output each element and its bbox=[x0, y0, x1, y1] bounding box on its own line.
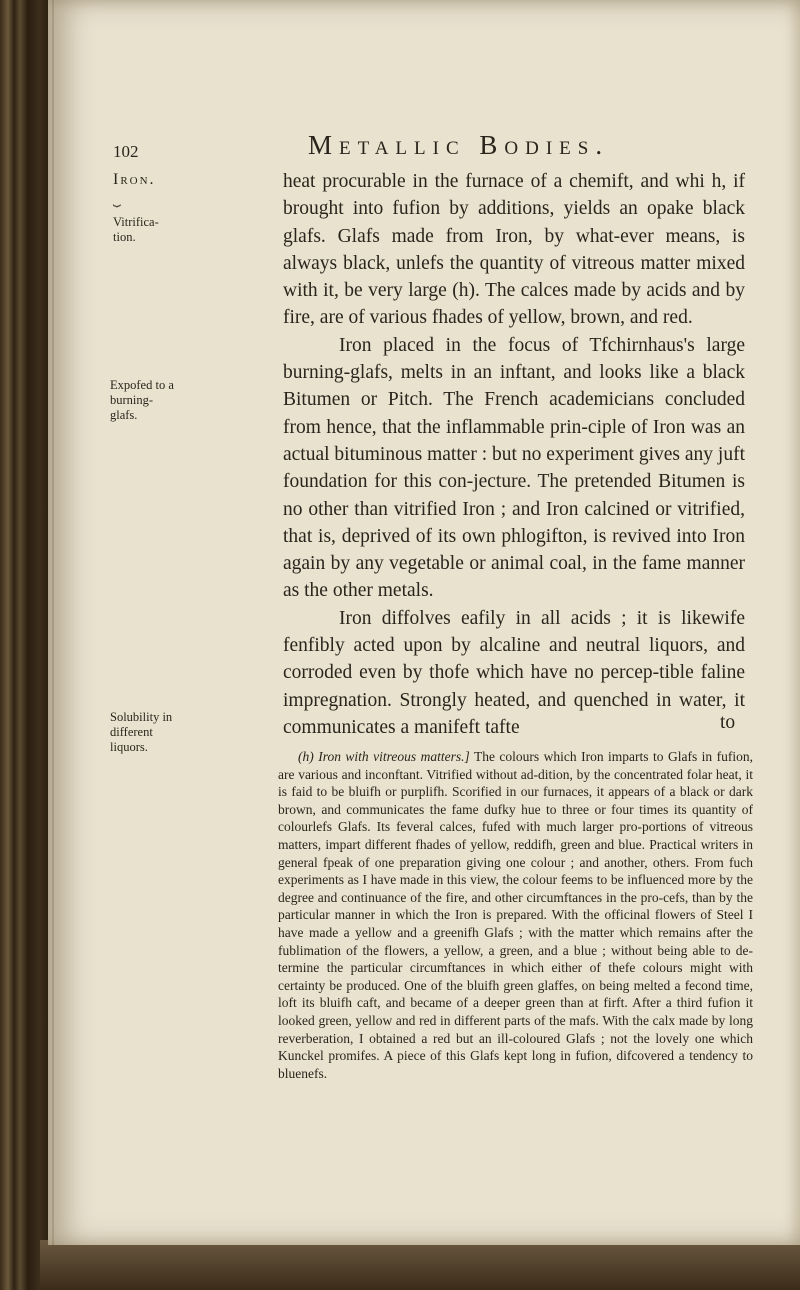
paragraph-vitrification: heat procurable in the furnace of a chemift, and whi h, if brought into fufion by additions, yields an opake black glafs. Glafs made from Iron, by what-ever means, is always black, unlefs the quantity of vitreous matter mixed with it, be very large (h). The calces made by acids and by fire, are of various fhades of yellow, brown, and red. bbox=[283, 171, 745, 329]
book-edge bbox=[40, 1240, 800, 1290]
side-note-brace: ⏟ bbox=[113, 192, 121, 207]
running-title: Metallic Bodies. bbox=[308, 130, 610, 160]
footnote-lead: (h) Iron with vitreous matters.] bbox=[298, 749, 470, 764]
catchword: to bbox=[720, 712, 736, 733]
page-header bbox=[48, 130, 800, 170]
page-number: 102 bbox=[113, 142, 139, 161]
book-page bbox=[48, 0, 800, 1245]
page-gutter-shadow bbox=[52, 0, 54, 1245]
side-note-vitrification: Vitrifica-tion. bbox=[113, 215, 159, 244]
paragraph-solubility: Iron diffolves eafily in all acids ; it is likewife fenfibly acted upon by alcaline and neutral liquors, and corroded even by thofe which have no percep-tible faline impregnation. Strongly heated, and quenched in water, it communicates a manifeft tafte bbox=[283, 607, 745, 738]
side-note-iron: Iron. bbox=[113, 171, 156, 188]
main-text bbox=[283, 168, 745, 741]
paragraph-burning-glass: Iron placed in the focus of Tfchirnhaus's large burning-glafs, melts in an inftant, and looks like a black Bitumen or Pitch. The French academicians concluded from hence, that the inflammable prin-ciple of Iron was an actual bituminous matter : but no experiment gives any juft foundation for this con-jecture. The pretended Bitumen is no other than vitrified Iron ; and Iron calcined or vitrified, that is, deprived of its own phlogifton, is revived into Iron again by any vegetable or animal coal, in the fame manner as the other metals. bbox=[283, 334, 745, 602]
footnote bbox=[278, 748, 753, 1082]
side-note-burning-glass: Expofed to a burning-glafs. bbox=[110, 378, 174, 422]
side-note-solubility: Solubility in different liquors. bbox=[110, 710, 173, 754]
footnote-text: The colours which Iron imparts to Glafs in fufion, are various and inconftant. Vitrified without ad-dition, by the concentrated folar heat, it is faid to be bluifh or purplifh. Scorified in our furnaces, it appears of a black or dark brown, and communicates the fame dufky hue to three or four times its quantity of colourlefs Glafs. Its feveral calces, fufed with much larger pro-portions of vitreous matters, impart different fhades of yellow, reddifh, green and blue. Practical writers in general fpeak of one preparation giving one colour ; and another, others. From fuch experiments as I have made in this view, the colour feems to be influenced more by the degree and continuance of the fire, and other circumftances in the pro-cefs, than by the particular manner in which the Iron is prepared. With the officinal flowers of Steel I have made a yellow and a greenifh Glafs ; with the matter which remains after the fublimation of the flowers, a yellow, a green, and a blue ; without being able to de-termine the particular circumftances in which either of thefe colours might with certainty be produced. One of the bluifh green glaffes, on being melted a fecond time, loft its bluifh caft, and became of a deeper green than at firft. After a third fufion it looked green, yellow and red in different parts of the mafs. With the calx made by long reverberation, I obtained a red but an ill-coloured Glafs ; not the lovely one which Kunckel promifes. A piece of this Glafs kept long in fufion, difcovered a tendency to bluenefs. bbox=[278, 749, 753, 1081]
